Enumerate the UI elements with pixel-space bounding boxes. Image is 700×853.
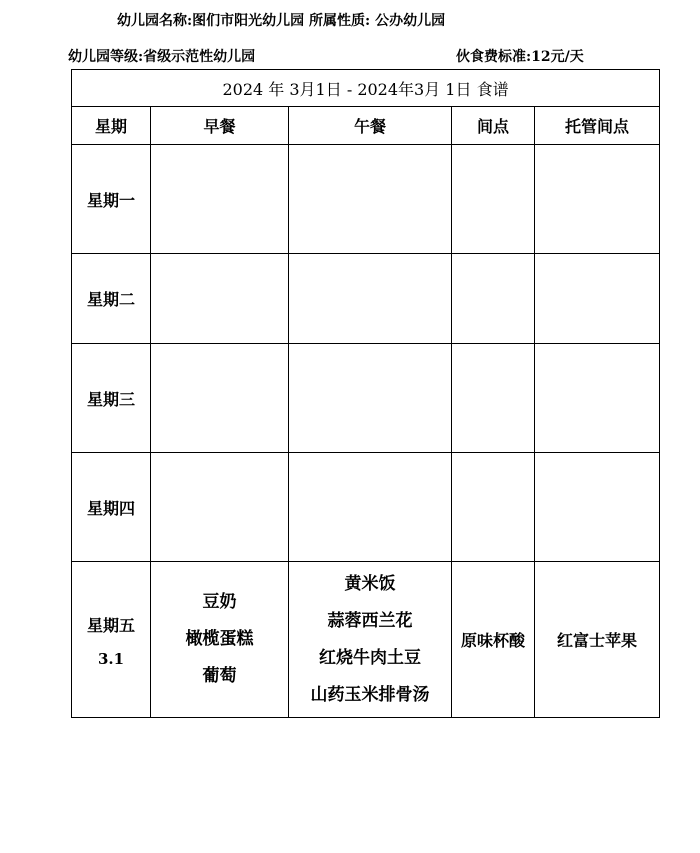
col-header-breakfast: 早餐	[151, 107, 289, 145]
header-row	[72, 107, 660, 145]
lunch-cell	[289, 145, 452, 254]
breakfast-cell	[151, 145, 289, 254]
breakfast-cell	[151, 254, 289, 344]
snack-cell	[452, 145, 535, 254]
care-snack-cell	[535, 254, 660, 344]
menu-title: 2024 年 3月1日 - 2024年3月 1日 食谱	[72, 70, 660, 107]
col-header-day: 星期	[72, 107, 151, 145]
care-snack-cell	[535, 453, 660, 562]
table-row	[72, 453, 660, 562]
table-row	[72, 344, 660, 453]
breakfast-item: 豆奶	[202, 592, 237, 612]
breakfast-item: 葡萄	[202, 666, 237, 686]
table-row	[72, 145, 660, 254]
lunch-cell	[289, 254, 452, 344]
day-date: 3.1	[97, 649, 125, 668]
breakfast-cell	[151, 562, 289, 718]
snack-cell	[452, 254, 535, 344]
care-snack-cell: 红富士苹果	[535, 562, 660, 718]
meal-fee-standard: 伙食费标准:12元/天	[456, 49, 584, 65]
breakfast-cell	[151, 344, 289, 453]
lunch-item: 红烧牛肉土豆	[319, 647, 421, 668]
lunch-cell	[289, 453, 452, 562]
snack-cell	[452, 453, 535, 562]
lunch-item: 黄米饭	[344, 573, 396, 594]
menu-table	[71, 69, 660, 718]
snack-cell: 原味杯酸	[452, 562, 535, 718]
care-snack-cell	[535, 145, 660, 254]
breakfast-cell	[151, 453, 289, 562]
day-cell: 星期一	[72, 145, 151, 254]
table-row	[72, 562, 660, 718]
col-header-care-snack: 托管间点	[535, 107, 660, 145]
day-cell	[72, 562, 151, 718]
day-cell: 星期三	[72, 344, 151, 453]
day-cell: 星期四	[72, 453, 151, 562]
day-name: 星期五	[86, 615, 135, 635]
lunch-item: 蒜蓉西兰花	[327, 610, 413, 631]
breakfast-item: 橄榄蛋糕	[185, 629, 254, 649]
day-cell: 星期二	[72, 254, 151, 344]
kindergarten-level: 幼儿园等级:省级示范性幼儿园	[68, 49, 256, 65]
table-row	[72, 254, 660, 344]
lunch-cell	[289, 562, 452, 718]
kindergarten-name: 幼儿园名称:图们市阳光幼儿园 所属性质: 公办幼儿园	[117, 13, 446, 29]
lunch-item: 山药玉米排骨汤	[310, 684, 430, 705]
care-snack-cell	[535, 344, 660, 453]
lunch-cell	[289, 344, 452, 453]
col-header-lunch: 午餐	[289, 107, 452, 145]
col-header-snack: 间点	[452, 107, 535, 145]
snack-cell	[452, 344, 535, 453]
